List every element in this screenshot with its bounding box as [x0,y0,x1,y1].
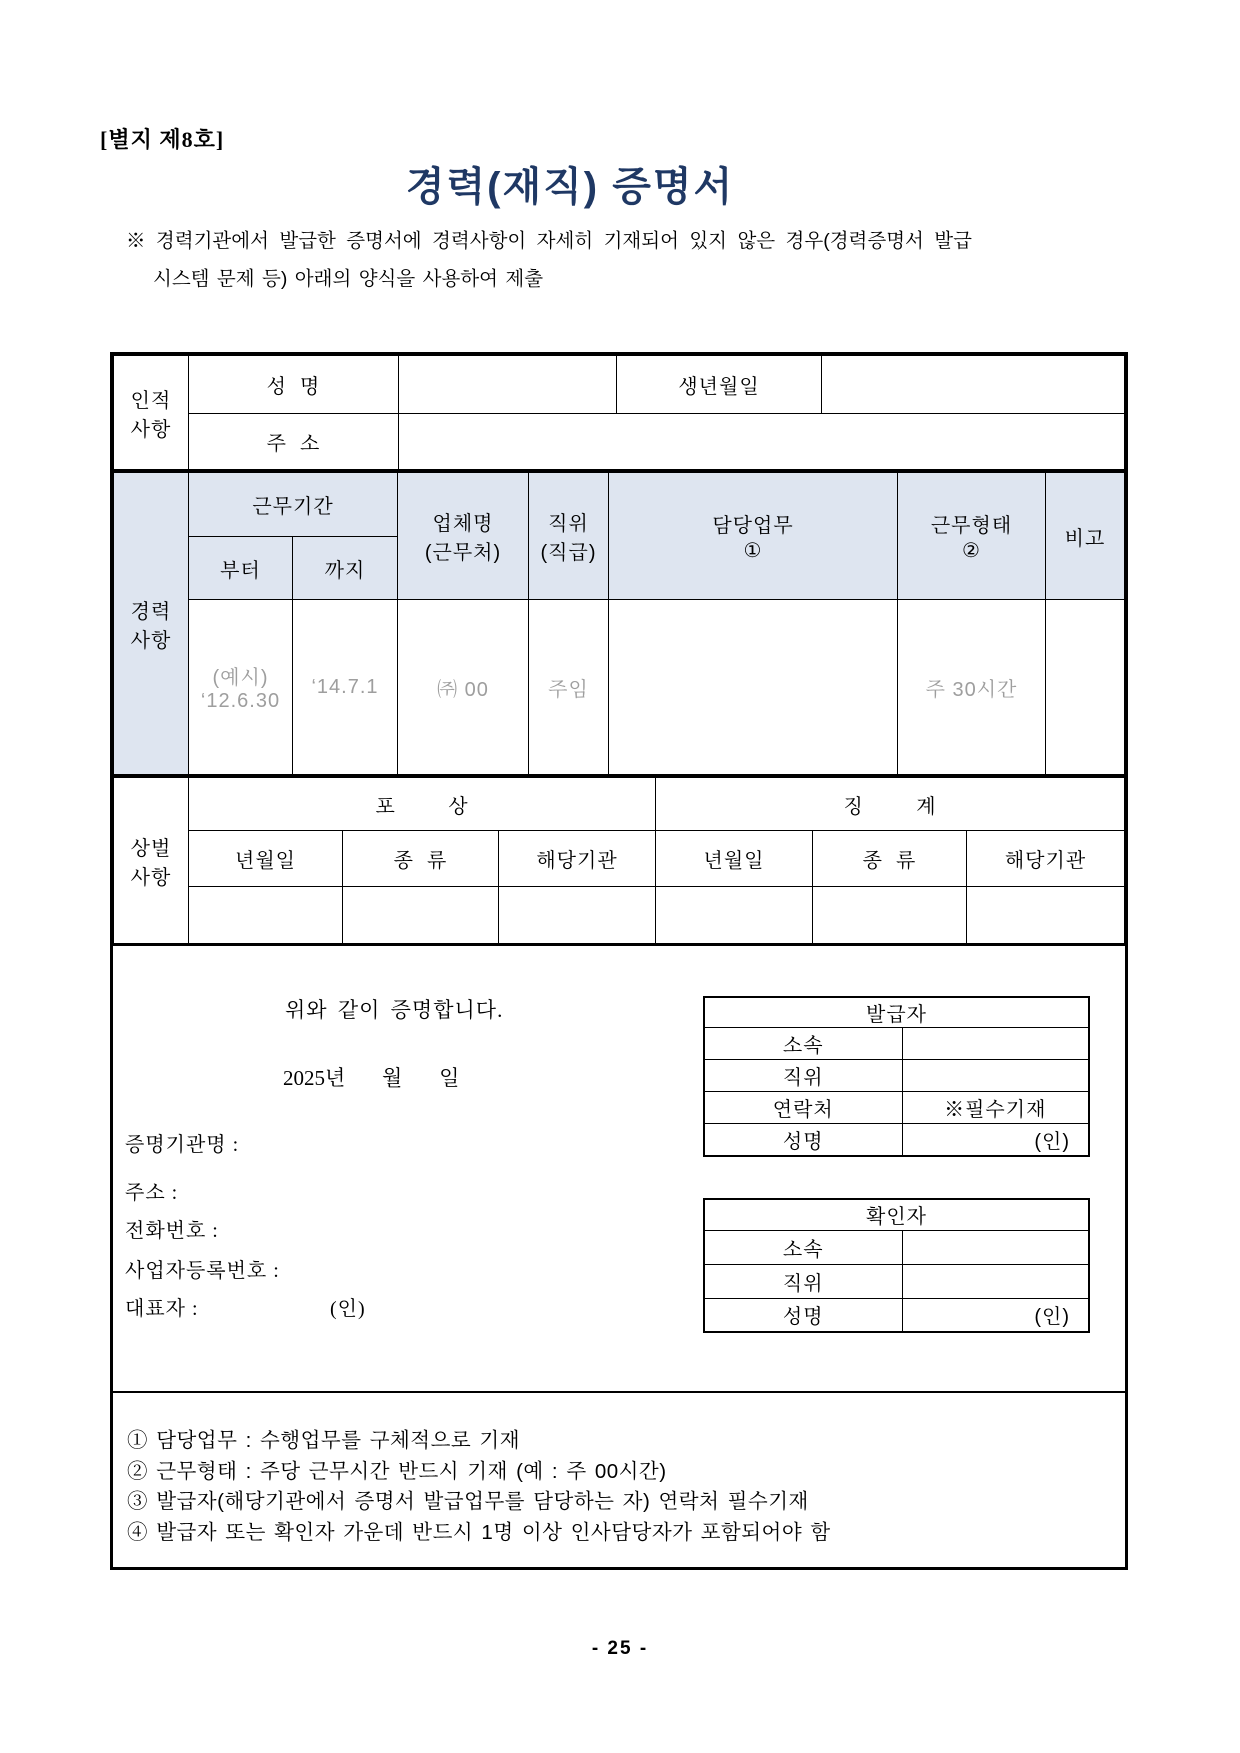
career-example-row [114,600,1125,775]
confirmer-affiliation-label: 소속 [704,1230,902,1264]
rewards-empty-row [114,887,1125,944]
award-date-header: 년월일 [189,831,343,887]
confirmer-position-value [902,1264,1089,1298]
discipline-org-cell [967,887,1125,944]
remark-header: 비고 [1046,472,1125,600]
position-header: 직위 (직급) [529,472,609,600]
footnote-4: ④ 발급자 또는 확인자 가운데 반드시 1명 이상 인사담당자가 포함되어야 함 [127,1520,831,1544]
representative-label: 대표자 : [125,1298,199,1320]
rewards-table [113,775,1125,944]
org-address-line: 주소 : [125,1182,179,1204]
issuer-contact-label: 연락처 [704,1092,902,1124]
example-from-cell: (예시) ‘12.6.30 [189,600,293,775]
issuer-position-label: 직위 [704,1060,902,1092]
duty-header: 담당업무 ① [609,472,898,600]
representative-seal: (인) [330,1298,366,1320]
work-period-header: 근무기간 [189,472,398,537]
name-label: 성 명 [189,356,399,414]
note-line-1: ※ 경력기관에서 발급한 증명서에 경력사항이 자세히 기재되어 있지 않은 경우(경력증명서 발급 [126,230,972,252]
footnote-2: ② 근무형태 : 주당 근무시간 반드시 기재 (예 : 주 00시간) [127,1459,667,1483]
org-business-no-line: 사업자등록번호 : [125,1260,280,1282]
section-label-rewards: 상벌 사항 [114,777,189,944]
section-label-personal: 인적 사항 [114,356,189,470]
issuer-affiliation-value [902,1028,1089,1060]
example-remark-cell [1046,600,1125,775]
certify-statement: 위와 같이 증명합니다. [285,998,504,1022]
award-org-header: 해당기관 [499,831,656,887]
confirmer-name-label: 성명 [704,1298,902,1332]
footnotes-section [113,1391,1125,1567]
address-value-cell [399,414,1125,470]
worktype-header: 근무형태 ② [898,472,1046,600]
company-header: 업체명 (근무처) [398,472,529,600]
confirmer-title: 확인자 [704,1199,1089,1230]
confirmer-affiliation-value [902,1230,1089,1264]
birthdate-value-cell [822,356,1125,414]
issuer-table [703,996,1090,1157]
example-company-cell: ㈜ 00 [398,600,529,775]
award-type-header: 종 류 [343,831,499,887]
name-value-cell [399,356,617,414]
issuer-name-seal: (인) [902,1124,1089,1156]
example-duty-cell [609,600,898,775]
discipline-org-header: 해당기관 [967,831,1125,887]
career-table [113,470,1125,775]
confirmer-table [703,1198,1090,1333]
award-org-cell [499,887,656,944]
page-number: - 25 - [591,1638,649,1659]
certificate-form-table [110,352,1128,1570]
issuer-title: 발급자 [704,997,1089,1028]
discipline-type-header: 종 류 [813,831,967,887]
issuer-position-value [902,1060,1089,1092]
org-representative-line [125,1292,425,1321]
personal-info-table [113,355,1125,470]
note [126,222,1126,298]
issuer-affiliation-label: 소속 [704,1028,902,1060]
org-phone-line: 전화번호 : [125,1220,219,1242]
discipline-date-header: 년월일 [656,831,813,887]
example-worktype-cell: 주 30시간 [898,600,1046,775]
note-line-2: 시스템 문제 등) 아래의 양식을 사용하여 제출 [153,268,544,290]
award-header: 포 상 [189,777,656,831]
issuer-name-label: 성명 [704,1124,902,1156]
award-date-cell [189,887,343,944]
example-position-cell: 주임 [529,600,609,775]
confirmer-name-seal: (인) [902,1298,1089,1332]
footnote-1: ① 담당업무 : 수행업무를 구체적으로 기재 [127,1429,521,1452]
birthdate-label: 생년월일 [617,356,822,414]
discipline-header: 징 계 [656,777,1125,831]
discipline-type-cell [813,887,967,944]
issuer-contact-value: ※필수기재 [902,1092,1089,1124]
org-name-line: 증명기관명 : [125,1134,240,1156]
annex-label: [별지 제8호] [100,127,225,152]
award-type-cell [343,887,499,944]
example-to-cell: ‘14.7.1 [293,600,398,775]
discipline-date-cell [656,887,813,944]
from-header: 부터 [189,537,293,600]
to-header: 까지 [293,537,398,600]
certification-section [113,944,1125,1391]
footnote-3: ③ 발급자(해당기관에서 증명서 발급업무를 담당하는 자) 연락처 필수기재 [127,1490,809,1513]
address-label: 주 소 [189,414,399,470]
section-label-career: 경력 사항 [114,472,189,775]
certify-date: 2025년 월 일 [283,1066,460,1090]
confirmer-position-label: 직위 [704,1264,902,1298]
page-title: 경력(재직) 증명서 [405,165,735,209]
